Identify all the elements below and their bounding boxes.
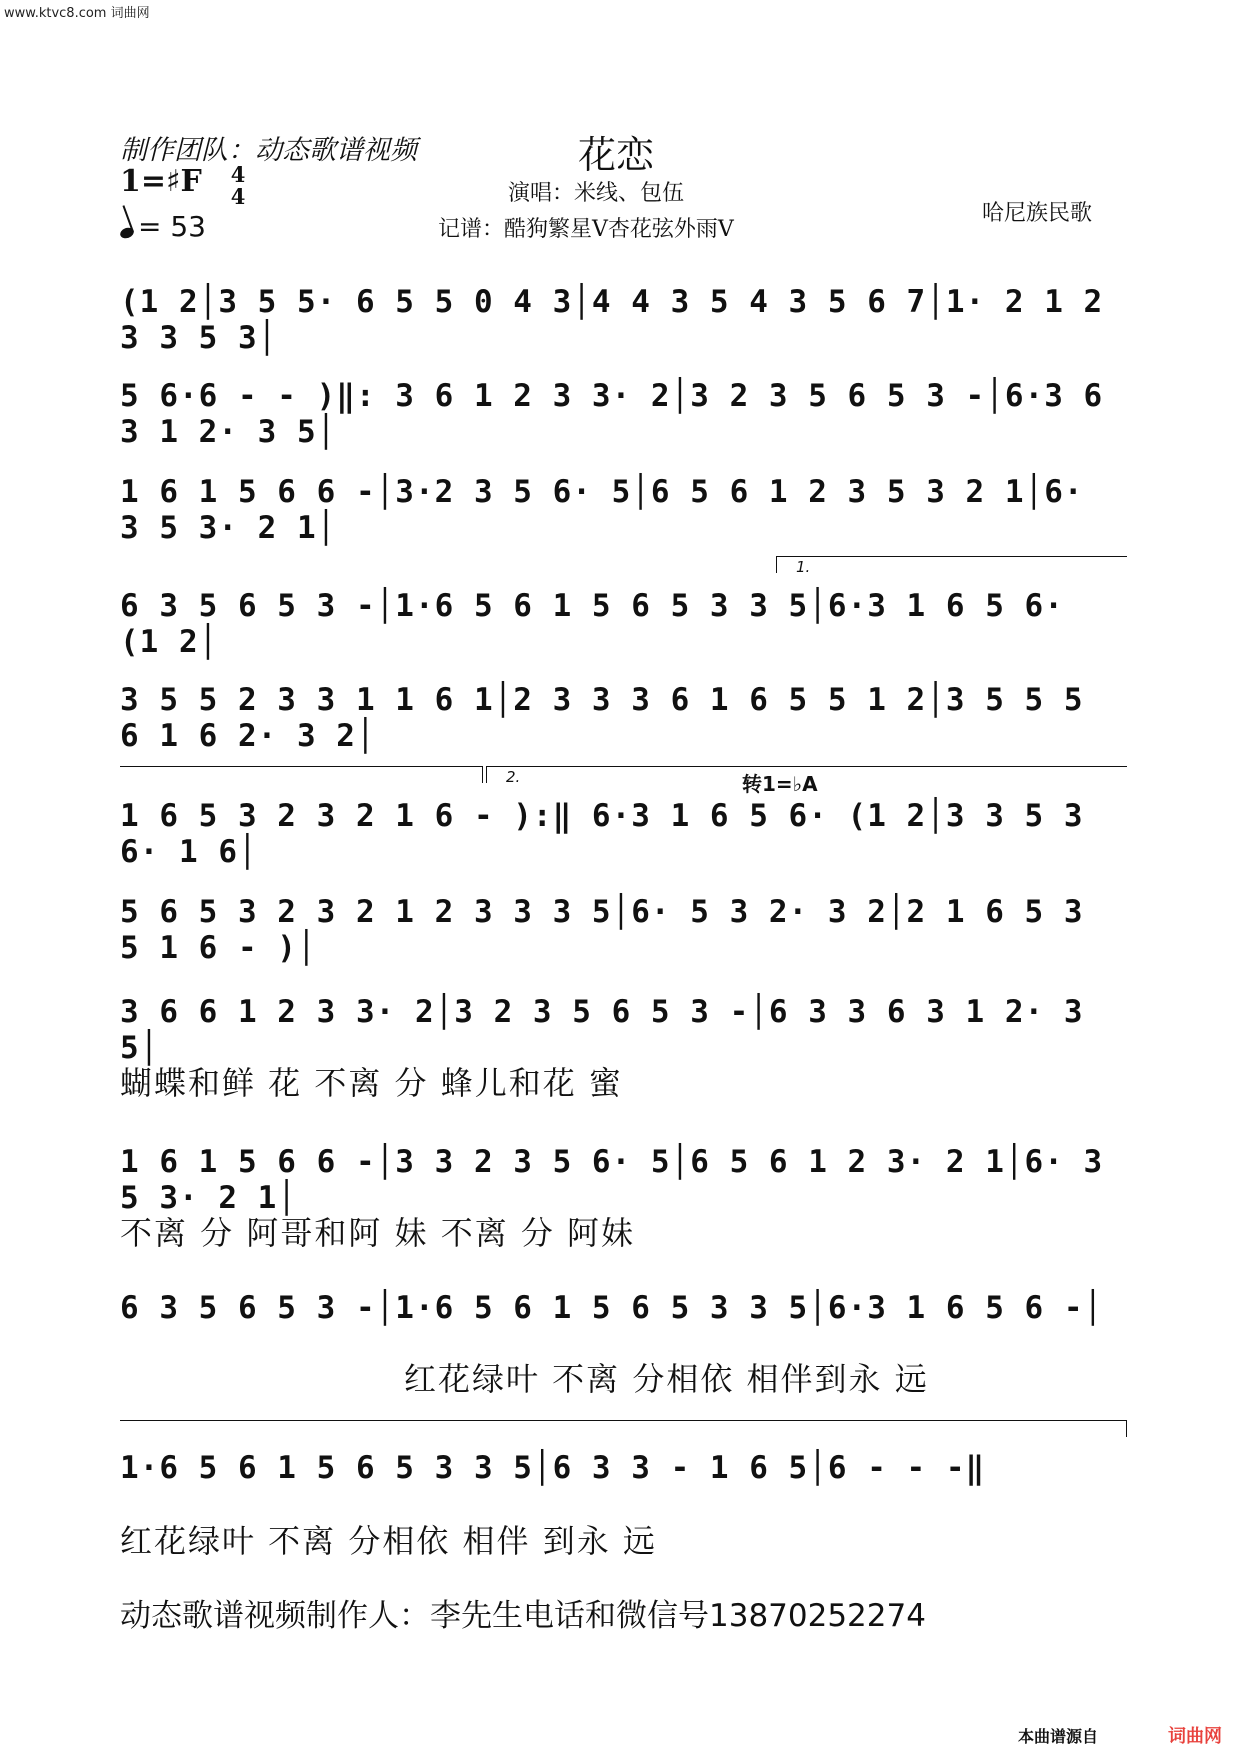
volta-1-extension — [120, 766, 483, 783]
ending-bracket — [120, 1420, 1127, 1437]
volta-2-label: 2. — [506, 768, 521, 786]
volta-bracket-1 — [776, 556, 1127, 573]
score-line-2: 5 6·6 - - )‖: 3 6 1 2 3 3· 2│3 2 3 5 6 5 3 -│6·3 6 3 1 2· 3 5│ — [120, 378, 1104, 450]
producer-credit: 动态歌谱视频制作人：李先生电话和微信号13870252274 — [120, 1598, 926, 1634]
production-team: 制作团队：动态歌谱视频 — [120, 135, 417, 166]
site-watermark: www.ktvc8.com 词曲网 — [4, 6, 150, 21]
score-line-1: (1 2│3 5 5· 6 5 5 0 4 3│4 4 3 5 4 3 5 6 7│1· 2 1 2 3 3 5 3│ — [120, 284, 1104, 356]
score-line-4: 6 3 5 6 5 3 -│1·6 5 6 1 5 6 5 3 3 5│6·3 1 6 5 6· (1 2│ — [120, 588, 1064, 660]
key-change-marking: 转1=♭A — [742, 772, 818, 796]
score-line-3: 1 6 1 5 6 6 -│3·2 3 5 6· 5│6 5 6 1 2 3 5 3 2 1│6· 3 5 3· 2 1│ — [120, 474, 1084, 546]
source-note: 本曲谱源自 — [1018, 1727, 1099, 1746]
score-line-9: 1 6 1 5 6 6 -│3 3 2 3 5 6· 5│6 5 6 1 2 3· 2 1│6· 3 5 3· 2 1│ — [120, 1144, 1104, 1216]
lyrics-line-3: 红花绿叶 不离 分相依 相伴到永 远 — [404, 1360, 929, 1398]
score-line-7: 5 6 5 3 2 3 2 1 2 3 3 3 5│6· 5 3 2· 3 2│2 1 6 5 3 5 1 6 - )│ — [120, 894, 1084, 966]
score-line-6: 1 6 5 3 2 3 2 1 6 - ):‖ 6·3 1 6 5 6· (1 2│3 3 5 3 6· 1 6│ — [120, 798, 1084, 870]
lyrics-line-4: 红花绿叶 不离 分相依 相伴 到永 远 — [120, 1522, 657, 1560]
lyrics-line-2: 不离 分 阿哥和阿 妹 不离 分 阿妹 — [120, 1214, 636, 1252]
transcriber: 记谱：酷狗繁星V杏花弦外雨V — [438, 217, 734, 242]
song-origin: 哈尼族民歌 — [982, 201, 1093, 226]
tempo-marking — [120, 210, 206, 243]
singer: 演唱：米线、包伍 — [508, 181, 685, 206]
key-signature: 1=♯F — [120, 164, 202, 199]
site-logo: 词曲网 — [1168, 1726, 1222, 1747]
score-line-8: 3 6 6 1 2 3 3· 2│3 2 3 5 6 5 3 -│6 3 3 6 3 1 2· 3 5│ — [120, 994, 1084, 1066]
score-line-11: 1·6 5 6 1 5 6 5 3 3 5│6 3 3 - 1 6 5│6 - - -‖ — [120, 1450, 986, 1486]
quarter-note-icon — [119, 226, 136, 240]
time-signature — [226, 164, 250, 208]
score-line-10: 6 3 5 6 5 3 -│1·6 5 6 1 5 6 5 3 3 5│6·3 1 6 5 6 -│ — [120, 1290, 1104, 1326]
song-title: 花恋 — [578, 133, 655, 177]
lyrics-line-1: 蝴蝶和鲜 花 不离 分 蜂儿和花 蜜 — [120, 1064, 623, 1102]
tempo-value: = 53 — [138, 210, 206, 243]
meter-bottom: 4 — [230, 184, 246, 209]
meter-top: 4 — [230, 162, 246, 187]
score-line-5: 3 5 5 2 3 3 1 1 6 1│2 3 3 3 6 1 6 5 5 1 2│3 5 5 5 6 1 6 2· 3 2│ — [120, 682, 1084, 754]
volta-1-label: 1. — [796, 558, 811, 576]
